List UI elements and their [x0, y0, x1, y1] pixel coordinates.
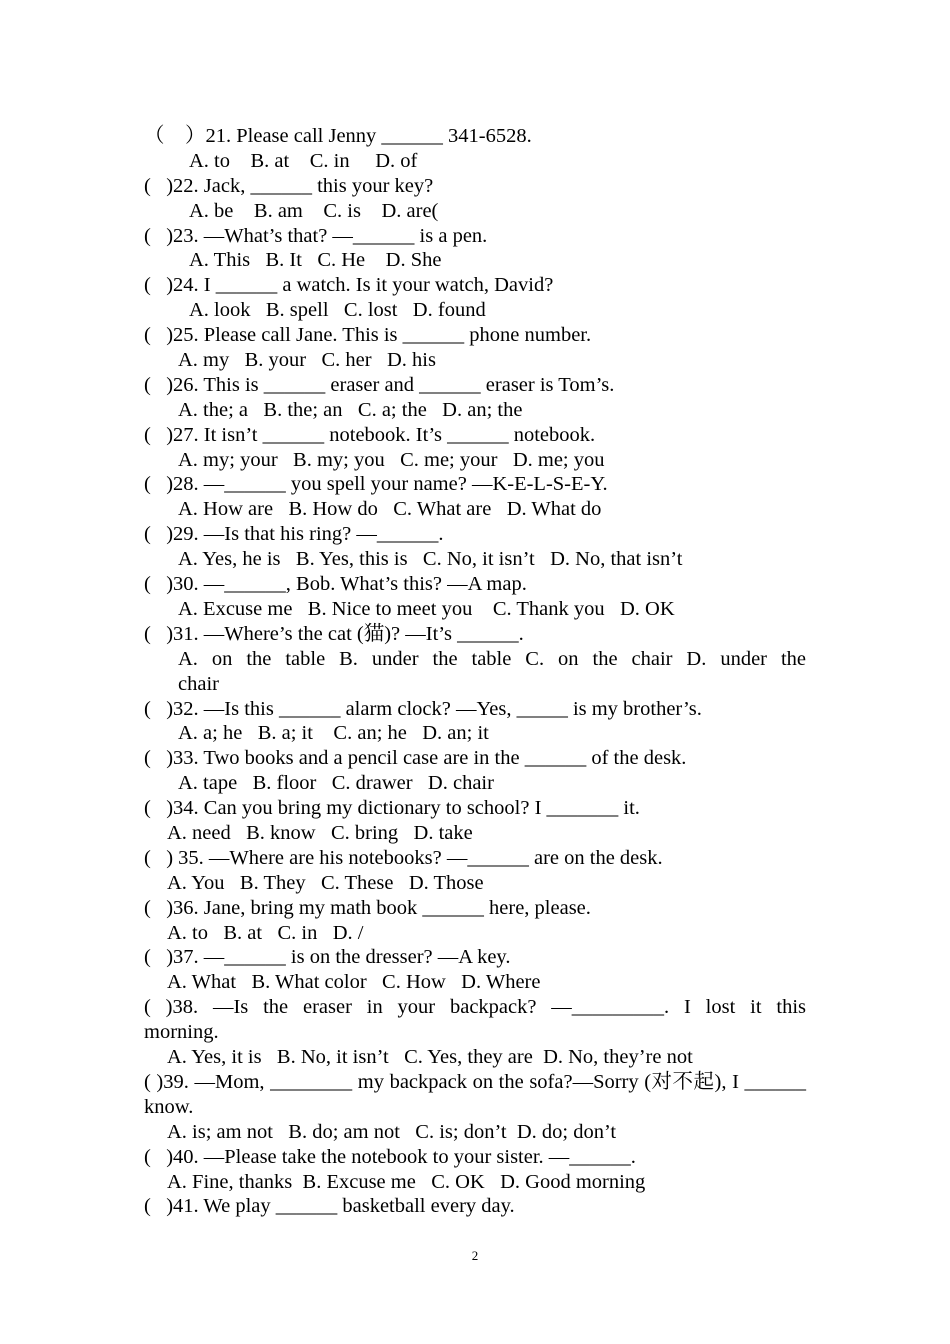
question-25-stem: ( )25. Please call Jane. This is ______ phone number.: [144, 324, 592, 347]
question-31-stem: ( )31. —Where’s the cat (猫)? —It’s ______.: [144, 622, 524, 645]
question-24-options: A. look B. spell C. lost D. found: [189, 299, 486, 322]
question-24-stem: ( )24. I ______ a watch. Is it your watch, David?: [144, 274, 554, 297]
question-22-stem: ( )22. Jack, ______ this your key?: [144, 174, 434, 197]
question-38-options: A. Yes, it is B. No, it isn’t C. Yes, they are D. No, they’re not: [167, 1046, 693, 1069]
question-36-stem: ( )36. Jane, bring my math book ______ here, please.: [144, 896, 591, 919]
question-38-stem: ( )38. —Is the eraser in your backpack? —_________. I lost it this morning.: [144, 996, 806, 1044]
question-23-options: A. This B. It C. He D. She: [189, 249, 442, 272]
question-35-stem: ( ) 35. —Where are his notebooks? —______ are on the desk.: [144, 846, 663, 869]
question-21-options: A. to B. at C. in D. of: [189, 149, 418, 172]
question-35-options: A. You B. They C. These D. Those: [167, 871, 484, 894]
question-39-options: A. is; am not B. do; am not C. is; don’t D. do; don’t: [167, 1120, 617, 1143]
page-number: 2: [471, 1248, 479, 1263]
question-22-options: A. be B. am C. is D. are(: [189, 199, 439, 222]
question-33-options: A. tape B. floor C. drawer D. chair: [178, 772, 494, 795]
question-list: [144, 124, 806, 1219]
question-30-options: A. Excuse me B. Nice to meet you C. Thank you D. OK: [178, 597, 675, 620]
question-37-stem: ( )37. —______ is on the dresser? —A key.: [144, 946, 511, 969]
question-41-stem: ( )41. We play ______ basketball every day.: [144, 1195, 515, 1218]
question-27-stem: ( )27. It isn’t ______ notebook. It’s ______ notebook.: [144, 423, 596, 446]
question-25-options: A. my B. your C. her D. his: [178, 349, 436, 372]
question-31-options: A. on the table B. under the table C. on the chair D. under the chair: [178, 647, 806, 695]
question-29-options: A. Yes, he is B. Yes, this is C. No, it isn’t D. No, that isn’t: [178, 548, 683, 571]
question-32-stem: ( )32. —Is this ______ alarm clock? —Yes, _____ is my brother’s.: [144, 697, 702, 720]
question-23-stem: ( )23. —What’s that? —______ is a pen.: [144, 224, 488, 247]
question-21-stem: （ ）21. Please call Jenny ______ 341-6528.: [144, 125, 532, 147]
question-40-stem: ( )40. —Please take the notebook to your sister. —______.: [144, 1145, 636, 1168]
question-40-options: A. Fine, thanks B. Excuse me C. OK D. Good morning: [167, 1170, 646, 1193]
question-32-options: A. a; he B. a; it C. an; he D. an; it: [178, 722, 489, 745]
question-29-stem: ( )29. —Is that his ring? —______.: [144, 523, 444, 546]
question-34-stem: ( )34. Can you bring my dictionary to school? I _______ it.: [144, 797, 640, 820]
question-28-stem: ( )28. —______ you spell your name? —K-E-L-S-E-Y.: [144, 473, 608, 496]
question-28-options: A. How are B. How do C. What are D. What do: [178, 498, 602, 521]
question-26-stem: ( )26. This is ______ eraser and ______ eraser is Tom’s.: [144, 373, 615, 396]
question-37-options: A. What B. What color C. How D. Where: [167, 971, 541, 994]
question-34-options: A. need B. know C. bring D. take: [167, 821, 473, 844]
question-26-options: A. the; a B. the; an C. a; the D. an; the: [178, 398, 523, 421]
question-39-stem: ( )39. —Mom, ________ my backpack on the sofa?—Sorry (对不起), I ______ know.: [144, 1070, 806, 1118]
question-33-stem: ( )33. Two books and a pencil case are in the ______ of the desk.: [144, 747, 687, 770]
question-27-options: A. my; your B. my; you C. me; your D. me; you: [178, 448, 605, 471]
question-30-stem: ( )30. —______, Bob. What’s this? —A map.: [144, 573, 527, 596]
question-36-options: A. to B. at C. in D. /: [167, 921, 364, 944]
